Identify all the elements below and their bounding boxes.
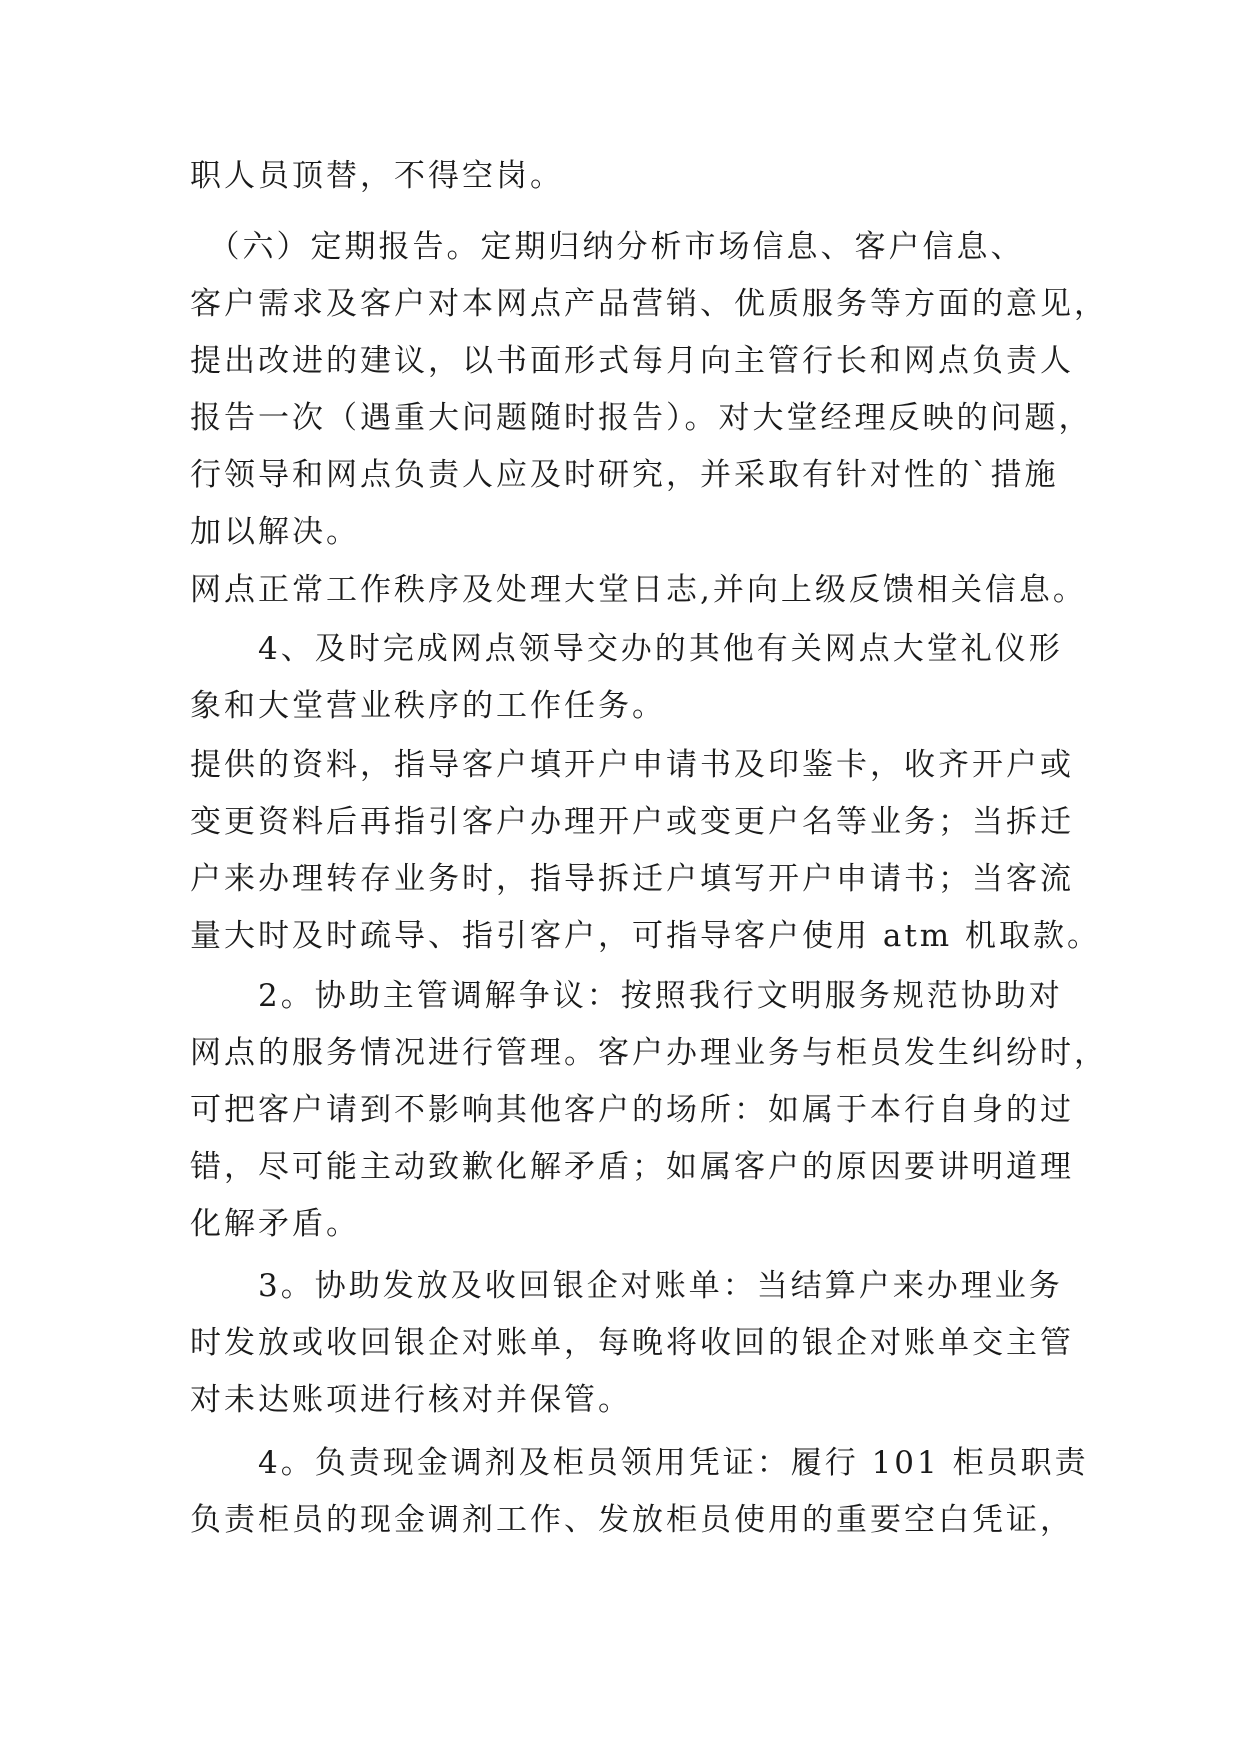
text-line: 网点的服务情况进行管理。客户办理业务与柜员发生纠纷时， bbox=[190, 1035, 1108, 1071]
text-line: 网点正常工作秩序及处理大堂日志,并向上级反馈相关信息。 bbox=[190, 572, 1087, 608]
text-line: 3。协助发放及收回银企对账单：当结算户来办理业务 bbox=[190, 1268, 1063, 1304]
text-line: 客户需求及客户对本网点产品营销、优质服务等方面的意见， bbox=[190, 286, 1108, 322]
text-line: 化解矛盾。 bbox=[190, 1206, 360, 1242]
text-line: 报告一次（遇重大问题随时报告）。对大堂经理反映的问题， bbox=[190, 400, 1093, 436]
text-line: 对未达账项进行核对并保管。 bbox=[190, 1382, 632, 1418]
text-line: 职人员顶替，不得空岗。 bbox=[190, 158, 564, 194]
text-line: 行领导和网点负责人应及时研究，并采取有针对性的`措施 bbox=[190, 457, 1059, 493]
text-line: 提出改进的建议，以书面形式每月向主管行长和网点负责人 bbox=[190, 343, 1074, 379]
text-line: 加以解决。 bbox=[190, 514, 360, 550]
text-line: 户来办理转存业务时，指导拆迁户填写开户申请书；当客流 bbox=[190, 861, 1074, 897]
text-line: 时发放或收回银企对账单，每晚将收回的银企对账单交主管 bbox=[190, 1325, 1074, 1361]
text-line: 变更资料后再指引客户办理开户或变更户名等业务；当拆迁 bbox=[190, 804, 1074, 840]
text-line: 提供的资料，指导客户填开户申请书及印鉴卡，收齐开户或 bbox=[190, 747, 1074, 783]
text-line: 4。负责现金调剂及柜员领用凭证：履行 101 柜员职责 bbox=[190, 1445, 1089, 1481]
text-line: 4、及时完成网点领导交办的其他有关网点大堂礼仪形 bbox=[190, 631, 1063, 667]
text-line: 负责柜员的现金调剂工作、发放柜员使用的重要空白凭证， bbox=[190, 1502, 1074, 1538]
text-line: 象和大堂营业秩序的工作任务。 bbox=[190, 688, 666, 724]
text-line: （六）定期报告。定期归纳分析市场信息、客户信息、 bbox=[190, 229, 1025, 265]
text-line: 错，尽可能主动致歉化解矛盾；如属客户的原因要讲明道理 bbox=[190, 1149, 1074, 1185]
text-line: 可把客户请到不影响其他客户的场所：如属于本行自身的过 bbox=[190, 1092, 1074, 1128]
text-line: 量大时及时疏导、指引客户，可指导客户使用 atm 机取款。 bbox=[190, 918, 1102, 954]
text-line: 2。协助主管调解争议：按照我行文明服务规范协助对 bbox=[190, 978, 1063, 1014]
